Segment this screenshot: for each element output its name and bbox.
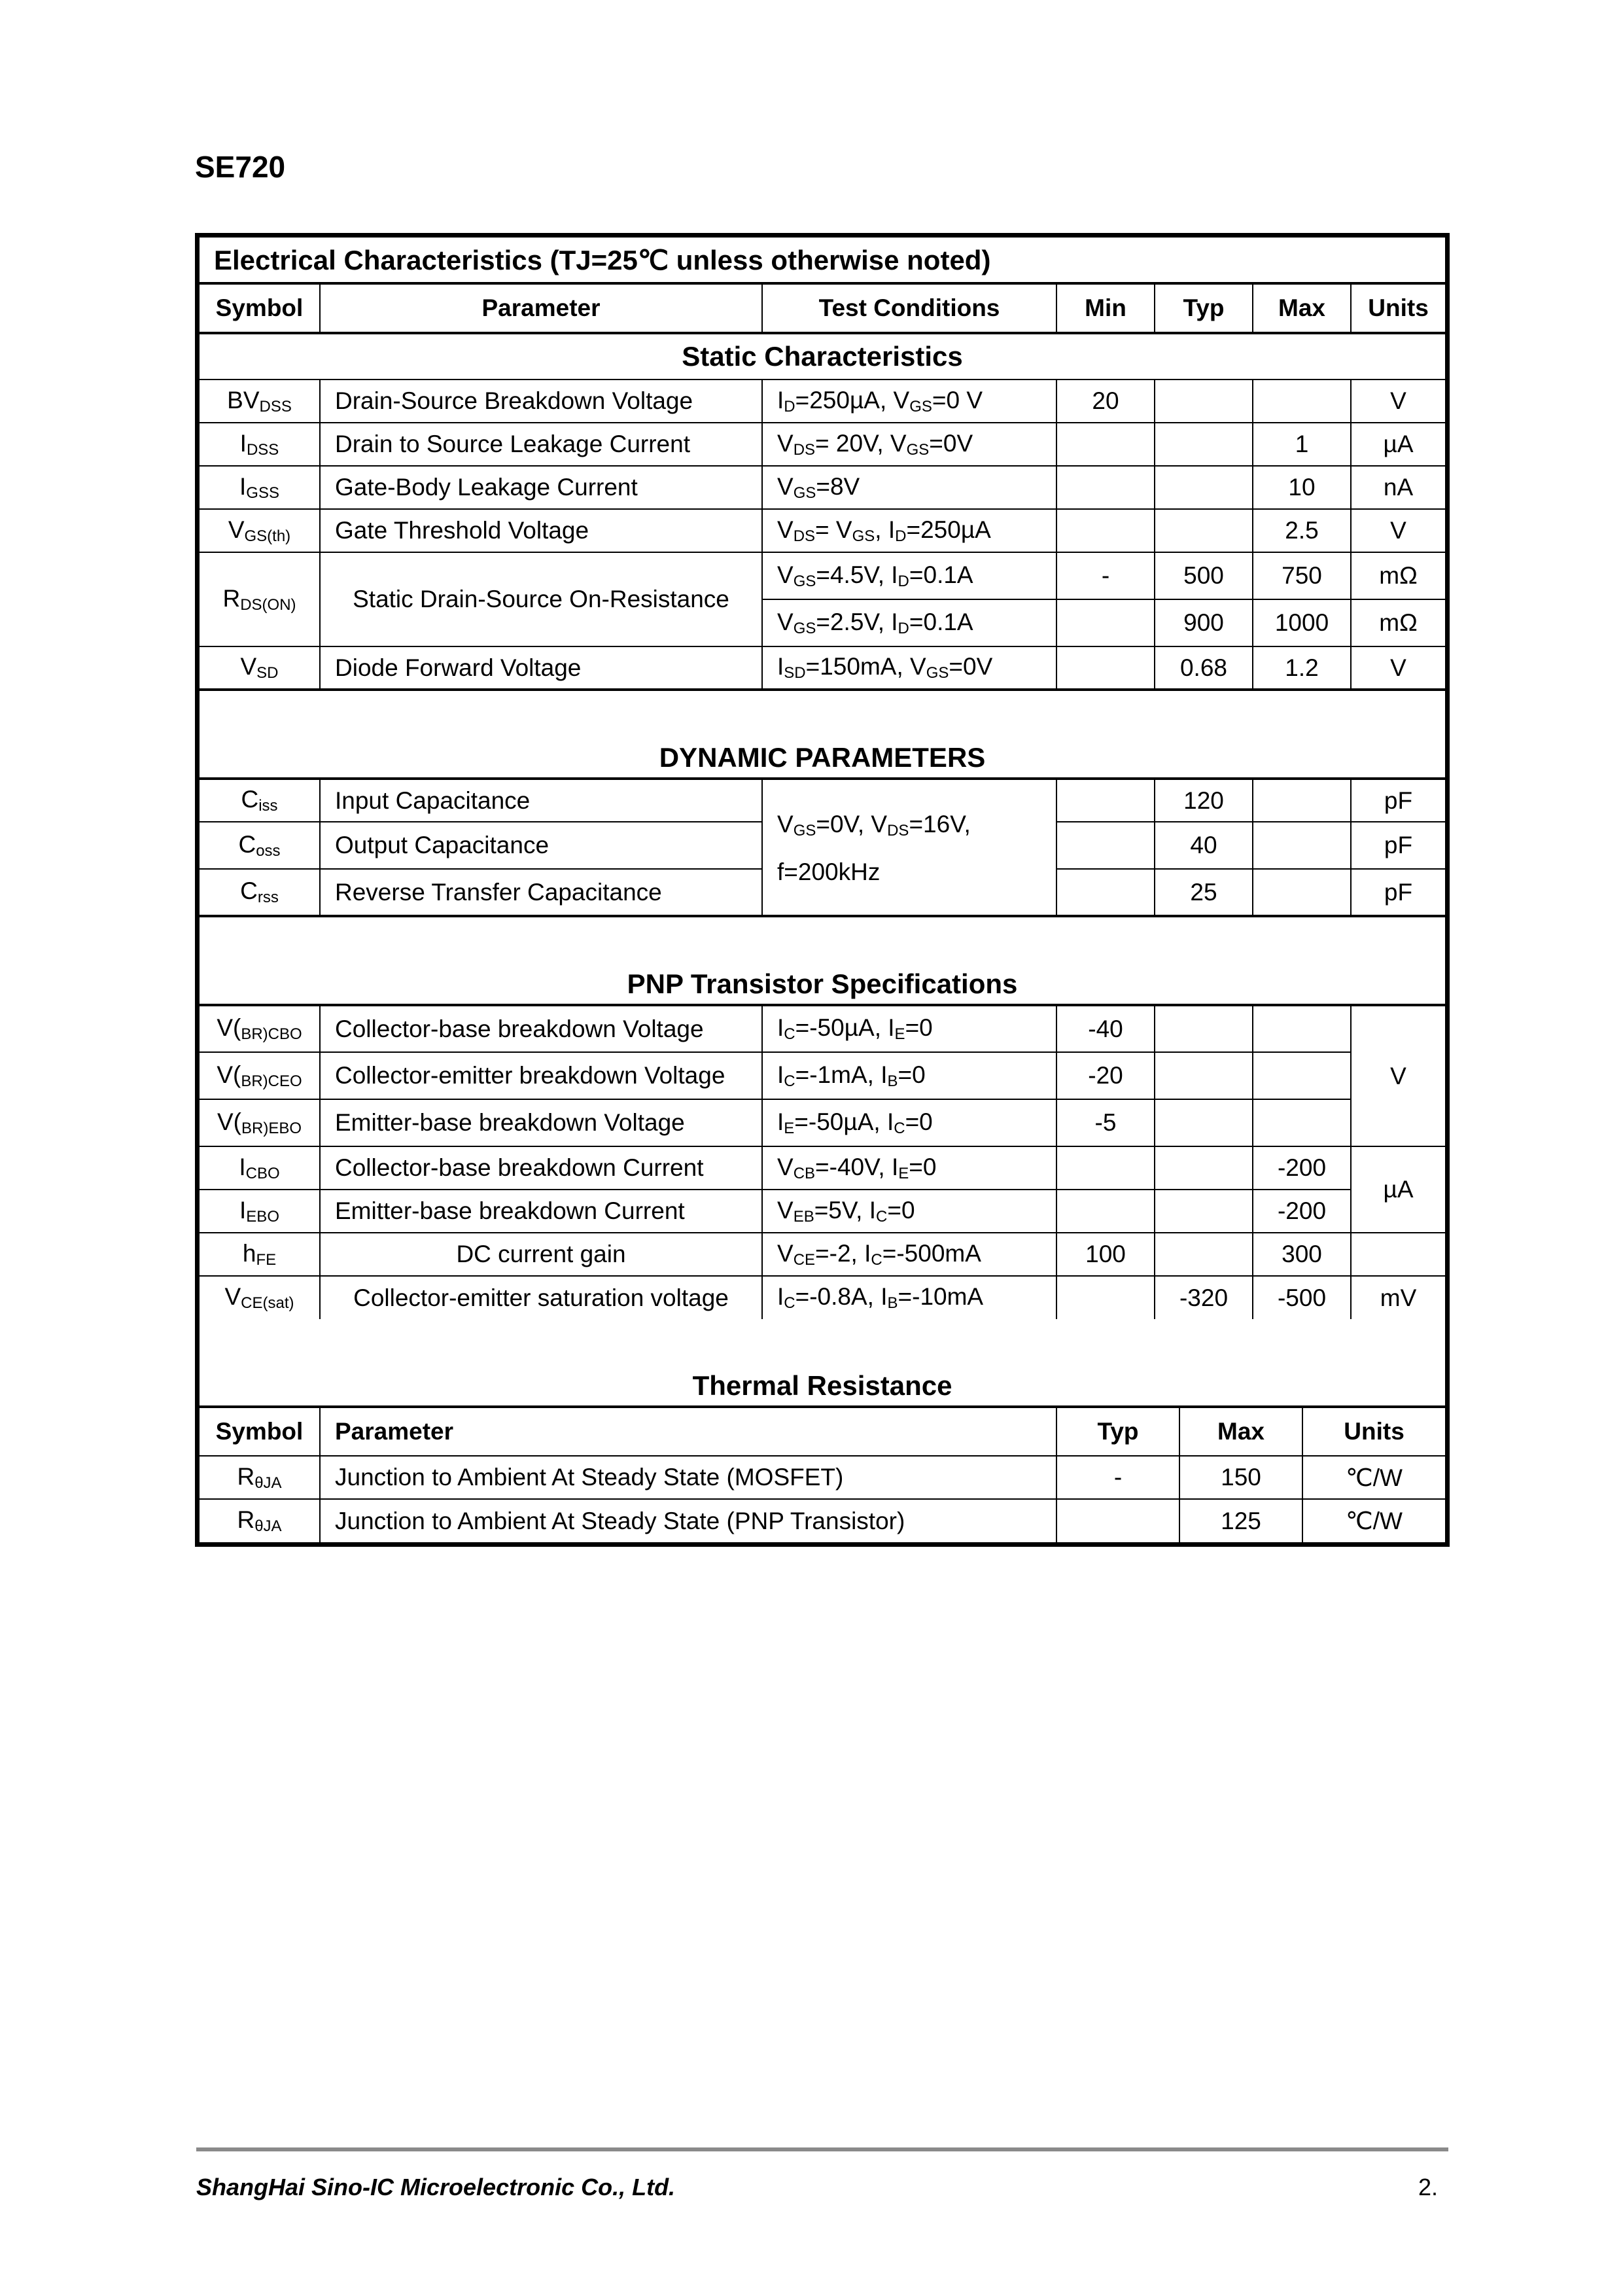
- condition-value: =0: [909, 1153, 937, 1180]
- condition-value: =0: [898, 1061, 926, 1088]
- min-cell: -: [1056, 552, 1155, 599]
- unit-cell: V: [1351, 509, 1445, 552]
- condition-subscript: GS: [926, 664, 949, 682]
- condition-value: =150mA,: [805, 653, 911, 680]
- parameter-cell: Collector-base breakdown Voltage: [320, 1005, 762, 1052]
- thermal-header-typ: Typ: [1056, 1407, 1179, 1456]
- max-cell: [1253, 380, 1351, 423]
- unit-cell: V: [1351, 1005, 1445, 1146]
- condition-symbol: I: [777, 1283, 784, 1310]
- max-cell: 1: [1253, 423, 1351, 466]
- condition-cell: [762, 380, 1056, 423]
- header-min: Min: [1056, 283, 1155, 333]
- symbol-cell: [200, 466, 320, 509]
- condition-subscript: GS: [793, 619, 816, 637]
- condition-subscript: GS: [793, 822, 816, 839]
- symbol-text: V: [240, 653, 257, 680]
- parameter-cell: Collector-emitter saturation voltage: [320, 1276, 762, 1319]
- symbol-subscript: CBO: [245, 1164, 280, 1182]
- condition-cell: [762, 466, 1056, 509]
- unit-cell: pF: [1351, 822, 1445, 869]
- condition-symbol: V: [777, 561, 794, 588]
- max-cell: 1000: [1253, 599, 1351, 646]
- max-cell: [1253, 1099, 1351, 1146]
- condition-subscript: DS: [793, 527, 816, 545]
- parameter-cell: Reverse Transfer Capacitance: [320, 869, 762, 916]
- condition-cell: [762, 1146, 1056, 1190]
- parameter-cell: DC current gain: [320, 1233, 762, 1276]
- condition-value: =-50µA,: [795, 1014, 888, 1041]
- condition-value: =: [815, 516, 836, 543]
- header-row: [200, 283, 1445, 333]
- symbol-text: V(: [217, 1014, 241, 1041]
- thermal-row: [200, 1456, 1445, 1499]
- max-cell: [1253, 1005, 1351, 1052]
- pnp-row: [200, 1005, 1445, 1052]
- condition-symbol: V: [777, 1239, 794, 1267]
- condition-value: =250µA,: [795, 386, 894, 414]
- pnp-row: [200, 1099, 1445, 1146]
- condition-value: =250µA: [906, 516, 991, 543]
- unit-cell: V: [1351, 646, 1445, 690]
- header-max: Max: [1253, 283, 1351, 333]
- parameter-cell: Emitter-base breakdown Current: [320, 1190, 762, 1233]
- symbol-subscript: DS(ON): [240, 595, 296, 614]
- document-title: SE720: [195, 150, 286, 184]
- unit-cell: mΩ: [1351, 552, 1445, 599]
- thermal-header-max: Max: [1179, 1407, 1302, 1456]
- condition-subscript: EB: [793, 1207, 814, 1226]
- condition-subscript: GS: [852, 527, 875, 545]
- symbol-cell: [200, 509, 320, 552]
- condition-subscript: CB: [793, 1164, 816, 1182]
- symbol-subscript: CE(sat): [241, 1294, 294, 1312]
- pnp-row: [200, 1146, 1445, 1190]
- unit-cell: µA: [1351, 423, 1445, 466]
- condition-symbol: I: [881, 1061, 888, 1088]
- symbol-text: C: [240, 877, 258, 904]
- condition-subscript: B: [887, 1072, 898, 1090]
- pnp-row: [200, 1276, 1445, 1319]
- dynamic-row: [200, 779, 1445, 822]
- static-row: [200, 423, 1445, 466]
- header-typ: Typ: [1155, 283, 1253, 333]
- condition-symbol: V: [910, 653, 926, 680]
- max-cell: [1253, 779, 1351, 822]
- condition-cell: [762, 1233, 1056, 1276]
- typ-cell: [1155, 1099, 1253, 1146]
- condition-value: =0.1A: [909, 608, 973, 635]
- max-cell: -200: [1253, 1146, 1351, 1190]
- condition-symbol: V: [871, 811, 888, 838]
- thermal-table: [200, 1319, 1445, 1542]
- condition-line: f=200kHz: [777, 858, 881, 885]
- parameter-cell: Collector-emitter breakdown Voltage: [320, 1052, 762, 1099]
- max-cell: 150: [1179, 1456, 1302, 1499]
- condition-value: =2.5V,: [816, 608, 892, 635]
- min-cell: [1056, 423, 1155, 466]
- condition-cell: [762, 599, 1056, 646]
- condition-value: =-1mA,: [795, 1061, 881, 1088]
- symbol-text: h: [242, 1239, 256, 1267]
- condition-symbol: I: [886, 1108, 894, 1135]
- unit-cell: nA: [1351, 466, 1445, 509]
- symbol-cell: [200, 1005, 320, 1052]
- symbol-subscript: SD: [256, 664, 279, 682]
- static-row: [200, 509, 1445, 552]
- symbol-text: V(: [217, 1061, 241, 1088]
- condition-subscript: DS: [793, 440, 816, 459]
- symbol-subscript: BR)EBO: [241, 1119, 302, 1137]
- typ-cell: [1155, 1052, 1253, 1099]
- min-cell: [1056, 822, 1155, 869]
- symbol-cell: [200, 1190, 320, 1233]
- condition-subscript: CE: [793, 1250, 816, 1269]
- pnp-row: [200, 1052, 1445, 1099]
- condition-value: =0V: [949, 653, 993, 680]
- typ-cell: 0.68: [1155, 646, 1253, 690]
- max-cell: [1253, 822, 1351, 869]
- symbol-subscript: BR)CEO: [241, 1072, 302, 1090]
- pnp-row: [200, 1190, 1445, 1233]
- condition-cell: [762, 1190, 1056, 1233]
- condition-subscript: GS: [909, 397, 932, 415]
- condition-symbol: I: [869, 1196, 877, 1224]
- section-pnp-row: [200, 916, 1445, 1005]
- condition-subscript: GS: [906, 440, 930, 459]
- condition-cell: [762, 1052, 1056, 1099]
- condition-value: =-50µA,: [794, 1108, 887, 1135]
- condition-subscript: C: [784, 1025, 795, 1043]
- condition-symbol: I: [777, 386, 784, 414]
- unit-cell: mV: [1351, 1276, 1445, 1319]
- max-cell: 1.2: [1253, 646, 1351, 690]
- condition-subscript: GS: [793, 484, 816, 502]
- condition-subscript: C: [876, 1207, 888, 1226]
- symbol-subscript: GSS: [246, 484, 279, 502]
- condition-subscript: E: [898, 1164, 909, 1182]
- header-test-conditions: Test Conditions: [762, 283, 1056, 333]
- typ-cell: -: [1056, 1456, 1179, 1499]
- unit-cell: V: [1351, 380, 1445, 423]
- condition-symbol: V: [777, 608, 794, 635]
- max-cell: 2.5: [1253, 509, 1351, 552]
- condition-subscript: D: [898, 572, 909, 590]
- thermal-header-symbol: Symbol: [200, 1407, 320, 1456]
- condition-cell: [762, 646, 1056, 690]
- section-thermal: Thermal Resistance: [200, 1319, 1445, 1407]
- unit-cell: pF: [1351, 869, 1445, 916]
- min-cell: 100: [1056, 1233, 1155, 1276]
- symbol-cell: [200, 380, 320, 423]
- symbol-text: I: [239, 429, 247, 457]
- condition-value: =8V: [816, 472, 860, 500]
- symbol-subscript: θJA: [254, 1474, 282, 1492]
- typ-cell: 40: [1155, 822, 1253, 869]
- condition-subscript: C: [871, 1250, 882, 1269]
- symbol-subscript: rss: [257, 889, 279, 906]
- max-cell: 750: [1253, 552, 1351, 599]
- condition-cell: [762, 1005, 1056, 1052]
- condition-symbol: I: [888, 1014, 895, 1041]
- symbol-subscript: DSS: [259, 397, 292, 415]
- section-dynamic-row: [200, 690, 1445, 779]
- footer-divider: [196, 2147, 1448, 2151]
- unit-cell: ℃/W: [1302, 1456, 1445, 1499]
- condition-symbol: V: [835, 516, 852, 543]
- condition-subscript: C: [894, 1119, 905, 1137]
- parameter-cell: Junction to Ambient At Steady State (PNP Transistor): [320, 1499, 1056, 1542]
- condition-symbol: I: [891, 608, 898, 635]
- symbol-text: I: [239, 472, 247, 500]
- typ-cell: 900: [1155, 599, 1253, 646]
- condition-symbol: V: [777, 811, 794, 838]
- symbol-subscript: FE: [256, 1250, 277, 1269]
- condition-cell: [762, 1099, 1056, 1146]
- symbol-text: R: [237, 1462, 255, 1490]
- max-cell: -200: [1253, 1190, 1351, 1233]
- typ-cell: -320: [1155, 1276, 1253, 1319]
- condition-symbol: V: [893, 386, 910, 414]
- condition-value: =0.1A: [909, 561, 973, 588]
- parameter-cell: Junction to Ambient At Steady State (MOSFET): [320, 1456, 1056, 1499]
- typ-cell: [1056, 1499, 1179, 1542]
- unit-cell: mΩ: [1351, 599, 1445, 646]
- max-cell: 300: [1253, 1233, 1351, 1276]
- condition-symbol: V: [777, 1153, 794, 1180]
- min-cell: [1056, 466, 1155, 509]
- symbol-text: R: [237, 1506, 255, 1533]
- symbol-subscript: EBO: [246, 1207, 279, 1226]
- condition-cell: [762, 1276, 1056, 1319]
- typ-cell: 25: [1155, 869, 1253, 916]
- condition-symbol: V: [890, 429, 907, 457]
- thermal-header-row: [200, 1407, 1445, 1456]
- condition-symbol: I: [888, 516, 896, 543]
- symbol-text: I: [239, 1196, 247, 1224]
- condition-value: = 20V,: [815, 429, 890, 457]
- symbol-cell: [200, 1052, 320, 1099]
- typ-cell: [1155, 509, 1253, 552]
- static-row: [200, 380, 1445, 423]
- symbol-text: BV: [227, 386, 260, 414]
- typ-cell: [1155, 1146, 1253, 1190]
- symbol-subscript: DSS: [246, 440, 279, 459]
- dynamic-condition-cell: [762, 779, 1056, 916]
- condition-subscript: E: [784, 1119, 795, 1137]
- condition-symbol: I: [777, 653, 784, 680]
- condition-value: =4.5V,: [816, 561, 892, 588]
- condition-value: =0 V: [932, 386, 983, 414]
- thermal-header-parameter: Parameter: [320, 1407, 1056, 1456]
- vsd-row: [200, 646, 1445, 690]
- min-cell: -20: [1056, 1052, 1155, 1099]
- symbol-text: C: [241, 786, 259, 813]
- condition-line: [777, 803, 1049, 853]
- min-cell: [1056, 646, 1155, 690]
- condition-symbol: I: [777, 1061, 784, 1088]
- condition-symbol: I: [891, 561, 898, 588]
- typ-cell: [1155, 1233, 1253, 1276]
- condition-symbol: I: [777, 1014, 784, 1041]
- min-cell: [1056, 1190, 1155, 1233]
- condition-cell: [762, 509, 1056, 552]
- min-cell: 20: [1056, 380, 1155, 423]
- condition-subscript: C: [784, 1294, 795, 1312]
- condition-value: =0: [905, 1014, 933, 1041]
- condition-value: ,: [875, 516, 888, 543]
- condition-subscript: C: [784, 1072, 795, 1090]
- header-units: Units: [1351, 283, 1445, 333]
- condition-cell: [762, 552, 1056, 599]
- min-cell: [1056, 509, 1155, 552]
- typ-cell: [1155, 1005, 1253, 1052]
- symbol-cell: [200, 1233, 320, 1276]
- condition-value: =0: [905, 1108, 933, 1135]
- condition-symbol: V: [777, 1196, 794, 1224]
- condition-symbol: V: [777, 429, 794, 457]
- condition-subscript: D: [895, 527, 907, 545]
- symbol-text: I: [239, 1153, 246, 1180]
- min-cell: [1056, 779, 1155, 822]
- min-cell: -5: [1056, 1099, 1155, 1146]
- condition-symbol: I: [777, 1108, 784, 1135]
- min-cell: [1056, 1276, 1155, 1319]
- condition-subscript: B: [887, 1294, 898, 1312]
- condition-value: =5V,: [814, 1196, 869, 1224]
- symbol-text: V(: [217, 1108, 241, 1135]
- symbol-cell: [200, 869, 320, 916]
- symbol-cell: [200, 423, 320, 466]
- symbol-text: V: [224, 1283, 241, 1310]
- condition-subscript: E: [894, 1025, 905, 1043]
- table-title: Electrical Characteristics (TJ=25℃ unless otherwise noted): [200, 238, 1445, 283]
- symbol-cell: [200, 822, 320, 869]
- condition-value: =0V,: [816, 811, 871, 838]
- condition-value: =16V,: [909, 811, 971, 838]
- symbol-cell: [200, 1099, 320, 1146]
- min-cell: [1056, 599, 1155, 646]
- condition-subscript: DS: [887, 822, 909, 839]
- min-cell: [1056, 1146, 1155, 1190]
- footer-company: ShangHai Sino-IC Microelectronic Co., Ltd.: [196, 2174, 676, 2200]
- parameter-cell: Diode Forward Voltage: [320, 646, 762, 690]
- footer-page-number: 2.: [1418, 2174, 1439, 2200]
- typ-cell: [1155, 466, 1253, 509]
- parameter-cell: Collector-base breakdown Current: [320, 1146, 762, 1190]
- parameter-cell: Gate Threshold Voltage: [320, 509, 762, 552]
- min-cell: [1056, 869, 1155, 916]
- condition-value: =0: [887, 1196, 915, 1224]
- symbol-cell: [200, 1146, 320, 1190]
- max-cell: [1253, 1052, 1351, 1099]
- condition-symbol: I: [891, 1153, 899, 1180]
- condition-value: =0V: [929, 429, 973, 457]
- typ-cell: 500: [1155, 552, 1253, 599]
- unit-cell: [1351, 1233, 1445, 1276]
- symbol-subscript: oss: [256, 841, 281, 860]
- max-cell: [1253, 869, 1351, 916]
- symbol-text: C: [238, 830, 256, 858]
- condition-cell: [762, 423, 1056, 466]
- static-row: [200, 466, 1445, 509]
- condition-subscript: D: [898, 619, 909, 637]
- section-static: Static Characteristics: [200, 333, 1445, 380]
- main-table: [200, 238, 1445, 1319]
- header-symbol: Symbol: [200, 283, 320, 333]
- symbol-cell: [200, 779, 320, 822]
- condition-subscript: D: [784, 397, 795, 415]
- parameter-cell: Drain to Source Leakage Current: [320, 423, 762, 466]
- condition-symbol: V: [777, 516, 794, 543]
- max-cell: 125: [1179, 1499, 1302, 1542]
- symbol-cell: [200, 1456, 320, 1499]
- pnp-row: [200, 1233, 1445, 1276]
- max-cell: -500: [1253, 1276, 1351, 1319]
- symbol-cell: [200, 1276, 320, 1319]
- symbol-cell: [200, 1499, 320, 1542]
- condition-subscript: GS: [793, 572, 816, 590]
- condition-symbol: I: [881, 1283, 888, 1310]
- rds-row: [200, 552, 1445, 599]
- parameter-cell: Gate-Body Leakage Current: [320, 466, 762, 509]
- unit-cell: pF: [1351, 779, 1445, 822]
- max-cell: 10: [1253, 466, 1351, 509]
- thermal-row: [200, 1499, 1445, 1542]
- typ-cell: 120: [1155, 779, 1253, 822]
- section-dynamic: DYNAMIC PARAMETERS: [200, 690, 1445, 779]
- symbol-text: V: [228, 516, 245, 543]
- typ-cell: [1155, 380, 1253, 423]
- typ-cell: [1155, 423, 1253, 466]
- parameter-cell: Output Capacitance: [320, 822, 762, 869]
- section-pnp: PNP Transistor Specifications: [200, 916, 1445, 1005]
- parameter-cell: Input Capacitance: [320, 779, 762, 822]
- condition-subscript: SD: [784, 664, 806, 682]
- condition-value: =-40V,: [815, 1153, 892, 1180]
- unit-cell: µA: [1351, 1146, 1445, 1233]
- condition-symbol: I: [864, 1239, 871, 1267]
- symbol-cell: [200, 552, 320, 646]
- parameter-cell: Drain-Source Breakdown Voltage: [320, 380, 762, 423]
- symbol-cell: [200, 646, 320, 690]
- symbol-subscript: GS(th): [244, 527, 291, 545]
- condition-symbol: V: [777, 472, 794, 500]
- unit-cell: ℃/W: [1302, 1499, 1445, 1542]
- symbol-text: R: [222, 584, 241, 612]
- symbol-subscript: iss: [258, 797, 278, 815]
- condition-value: =-10mA: [898, 1283, 984, 1310]
- symbol-subscript: BR)CBO: [241, 1025, 302, 1043]
- symbol-subscript: θJA: [254, 1517, 282, 1535]
- condition-value: =-500mA: [882, 1239, 981, 1267]
- condition-value: =-2,: [815, 1239, 865, 1267]
- header-parameter: Parameter: [320, 283, 762, 333]
- parameter-cell: Emitter-base breakdown Voltage: [320, 1099, 762, 1146]
- thermal-header-units: Units: [1302, 1407, 1445, 1456]
- min-cell: -40: [1056, 1005, 1155, 1052]
- electrical-characteristics-sheet: [195, 233, 1450, 1547]
- parameter-cell: Static Drain-Source On-Resistance: [320, 552, 762, 646]
- condition-value: =-0.8A,: [795, 1283, 881, 1310]
- typ-cell: [1155, 1190, 1253, 1233]
